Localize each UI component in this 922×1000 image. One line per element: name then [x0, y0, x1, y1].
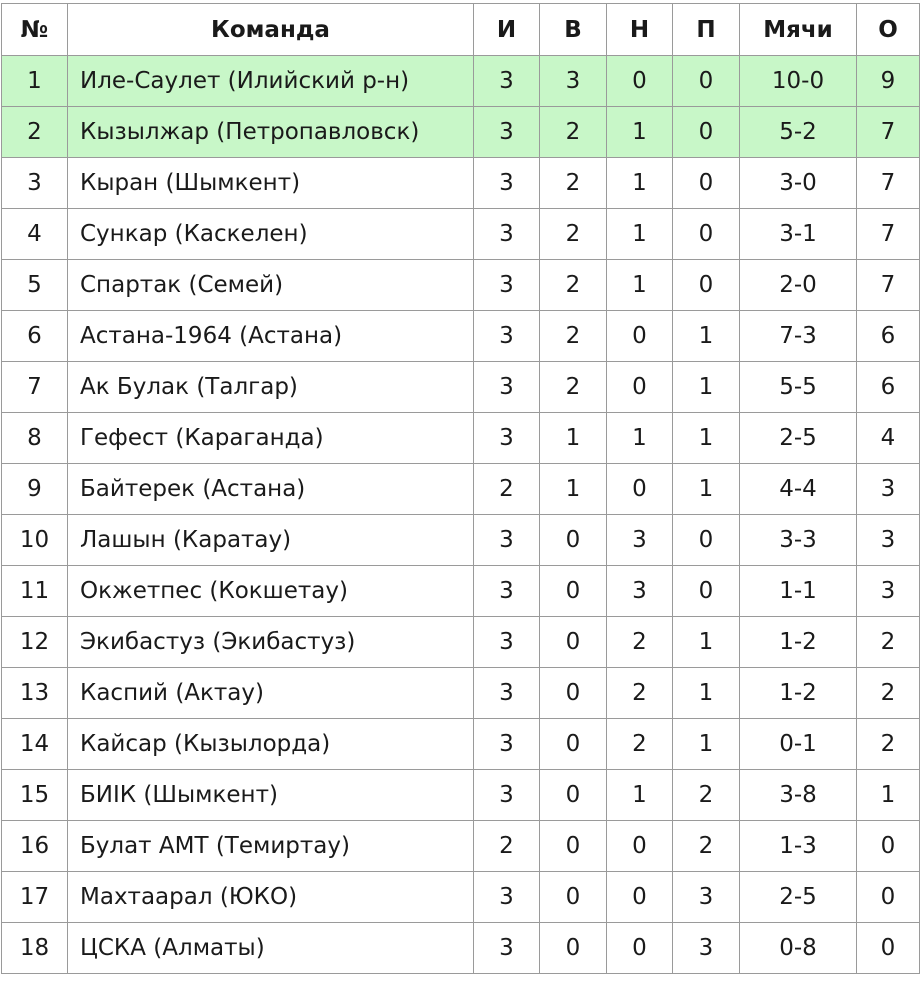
cell-team: Спартак (Семей): [68, 260, 474, 311]
header-draws: Н: [607, 4, 673, 56]
table-body: [2, 56, 920, 974]
cell-position: 12: [2, 617, 68, 668]
table-row: [2, 923, 920, 974]
cell-wins: 0: [540, 566, 607, 617]
cell-losses: 1: [673, 464, 740, 515]
cell-draws: 0: [607, 56, 673, 107]
cell-draws: 1: [607, 107, 673, 158]
cell-points: 3: [857, 464, 920, 515]
table-row: [2, 770, 920, 821]
cell-position: 4: [2, 209, 68, 260]
cell-points: 4: [857, 413, 920, 464]
cell-points: 7: [857, 107, 920, 158]
cell-losses: 3: [673, 872, 740, 923]
cell-goals: 5-5: [740, 362, 857, 413]
cell-draws: 0: [607, 362, 673, 413]
cell-points: 0: [857, 821, 920, 872]
cell-games: 3: [474, 719, 540, 770]
cell-position: 18: [2, 923, 68, 974]
cell-draws: 3: [607, 515, 673, 566]
table-row: [2, 464, 920, 515]
cell-wins: 2: [540, 362, 607, 413]
cell-position: 5: [2, 260, 68, 311]
cell-goals: 3-8: [740, 770, 857, 821]
table-row: [2, 821, 920, 872]
cell-goals: 10-0: [740, 56, 857, 107]
cell-games: 3: [474, 872, 540, 923]
cell-games: 3: [474, 362, 540, 413]
cell-games: 3: [474, 617, 540, 668]
cell-draws: 0: [607, 923, 673, 974]
cell-games: 3: [474, 158, 540, 209]
table-row: [2, 362, 920, 413]
cell-points: 1: [857, 770, 920, 821]
cell-games: 3: [474, 260, 540, 311]
cell-losses: 3: [673, 923, 740, 974]
cell-wins: 0: [540, 668, 607, 719]
cell-wins: 0: [540, 617, 607, 668]
table-header-row: [2, 4, 920, 56]
cell-wins: 2: [540, 260, 607, 311]
cell-team: Махтаарал (ЮКО): [68, 872, 474, 923]
header-points: О: [857, 4, 920, 56]
cell-team: Экибастуз (Экибастуз): [68, 617, 474, 668]
cell-position: 2: [2, 107, 68, 158]
table-row: [2, 107, 920, 158]
cell-team: ЦСКА (Алматы): [68, 923, 474, 974]
cell-points: 7: [857, 209, 920, 260]
cell-position: 17: [2, 872, 68, 923]
cell-points: 0: [857, 923, 920, 974]
cell-goals: 0-8: [740, 923, 857, 974]
cell-wins: 0: [540, 719, 607, 770]
cell-points: 2: [857, 719, 920, 770]
table-row: [2, 872, 920, 923]
cell-losses: 0: [673, 158, 740, 209]
cell-points: 7: [857, 260, 920, 311]
cell-games: 2: [474, 821, 540, 872]
cell-games: 3: [474, 566, 540, 617]
cell-goals: 2-5: [740, 413, 857, 464]
cell-points: 9: [857, 56, 920, 107]
cell-losses: 1: [673, 362, 740, 413]
cell-losses: 1: [673, 311, 740, 362]
cell-losses: 0: [673, 566, 740, 617]
header-goals: Мячи: [740, 4, 857, 56]
cell-games: 3: [474, 770, 540, 821]
table-row: [2, 56, 920, 107]
cell-position: 15: [2, 770, 68, 821]
cell-draws: 2: [607, 668, 673, 719]
cell-position: 10: [2, 515, 68, 566]
header-team: Команда: [68, 4, 474, 56]
cell-draws: 2: [607, 617, 673, 668]
cell-team: Кыран (Шымкент): [68, 158, 474, 209]
cell-losses: 1: [673, 413, 740, 464]
cell-team: Окжетпес (Кокшетау): [68, 566, 474, 617]
cell-team: Байтерек (Астана): [68, 464, 474, 515]
cell-wins: 2: [540, 107, 607, 158]
table-row: [2, 209, 920, 260]
cell-draws: 2: [607, 719, 673, 770]
cell-draws: 1: [607, 413, 673, 464]
cell-goals: 2-5: [740, 872, 857, 923]
cell-goals: 3-1: [740, 209, 857, 260]
cell-position: 11: [2, 566, 68, 617]
cell-losses: 1: [673, 617, 740, 668]
cell-games: 3: [474, 56, 540, 107]
cell-team: Иле-Саулет (Илийский р-н): [68, 56, 474, 107]
cell-losses: 2: [673, 770, 740, 821]
cell-wins: 3: [540, 56, 607, 107]
cell-games: 3: [474, 107, 540, 158]
cell-team: Каспий (Актау): [68, 668, 474, 719]
cell-goals: 1-2: [740, 617, 857, 668]
cell-position: 16: [2, 821, 68, 872]
cell-wins: 2: [540, 158, 607, 209]
cell-games: 2: [474, 464, 540, 515]
cell-draws: 3: [607, 566, 673, 617]
cell-wins: 1: [540, 413, 607, 464]
cell-position: 8: [2, 413, 68, 464]
cell-losses: 0: [673, 209, 740, 260]
cell-draws: 0: [607, 464, 673, 515]
cell-team: Астана-1964 (Астана): [68, 311, 474, 362]
cell-losses: 2: [673, 821, 740, 872]
cell-position: 6: [2, 311, 68, 362]
table-row: [2, 311, 920, 362]
table-row: [2, 668, 920, 719]
header-position: №: [2, 4, 68, 56]
cell-points: 2: [857, 617, 920, 668]
table-row: [2, 515, 920, 566]
cell-losses: 0: [673, 107, 740, 158]
cell-wins: 0: [540, 923, 607, 974]
cell-position: 7: [2, 362, 68, 413]
cell-points: 0: [857, 872, 920, 923]
cell-goals: 4-4: [740, 464, 857, 515]
cell-draws: 1: [607, 770, 673, 821]
cell-position: 14: [2, 719, 68, 770]
cell-goals: 1-1: [740, 566, 857, 617]
cell-wins: 0: [540, 770, 607, 821]
cell-games: 3: [474, 923, 540, 974]
cell-goals: 3-3: [740, 515, 857, 566]
standings-table: [1, 3, 920, 974]
cell-team: Ак Булак (Талгар): [68, 362, 474, 413]
cell-points: 6: [857, 311, 920, 362]
cell-team: Гефест (Караганда): [68, 413, 474, 464]
cell-points: 3: [857, 515, 920, 566]
cell-draws: 0: [607, 311, 673, 362]
cell-goals: 3-0: [740, 158, 857, 209]
cell-points: 2: [857, 668, 920, 719]
header-wins: В: [540, 4, 607, 56]
cell-position: 9: [2, 464, 68, 515]
table-row: [2, 158, 920, 209]
header-games: И: [474, 4, 540, 56]
cell-goals: 7-3: [740, 311, 857, 362]
cell-draws: 0: [607, 821, 673, 872]
cell-goals: 5-2: [740, 107, 857, 158]
cell-losses: 1: [673, 719, 740, 770]
cell-draws: 1: [607, 260, 673, 311]
cell-goals: 0-1: [740, 719, 857, 770]
cell-wins: 2: [540, 311, 607, 362]
cell-wins: 2: [540, 209, 607, 260]
table-row: [2, 719, 920, 770]
table-row: [2, 260, 920, 311]
cell-points: 3: [857, 566, 920, 617]
cell-draws: 0: [607, 872, 673, 923]
cell-points: 7: [857, 158, 920, 209]
cell-losses: 0: [673, 56, 740, 107]
cell-draws: 1: [607, 209, 673, 260]
cell-position: 13: [2, 668, 68, 719]
cell-goals: 1-2: [740, 668, 857, 719]
table-row: [2, 566, 920, 617]
cell-losses: 1: [673, 668, 740, 719]
cell-wins: 0: [540, 872, 607, 923]
cell-wins: 0: [540, 821, 607, 872]
cell-goals: 2-0: [740, 260, 857, 311]
cell-games: 3: [474, 209, 540, 260]
table-row: [2, 413, 920, 464]
cell-games: 3: [474, 311, 540, 362]
header-losses: П: [673, 4, 740, 56]
cell-team: Лашын (Каратау): [68, 515, 474, 566]
cell-position: 1: [2, 56, 68, 107]
cell-wins: 1: [540, 464, 607, 515]
cell-wins: 0: [540, 515, 607, 566]
cell-draws: 1: [607, 158, 673, 209]
cell-team: Булат АМТ (Темиртау): [68, 821, 474, 872]
cell-goals: 1-3: [740, 821, 857, 872]
cell-games: 3: [474, 515, 540, 566]
cell-team: Кызылжар (Петропавловск): [68, 107, 474, 158]
table-row: [2, 617, 920, 668]
cell-games: 3: [474, 668, 540, 719]
cell-points: 6: [857, 362, 920, 413]
cell-team: БИIК (Шымкент): [68, 770, 474, 821]
cell-team: Сункар (Каскелен): [68, 209, 474, 260]
cell-losses: 0: [673, 515, 740, 566]
cell-position: 3: [2, 158, 68, 209]
cell-games: 3: [474, 413, 540, 464]
cell-team: Кайсар (Кызылорда): [68, 719, 474, 770]
cell-losses: 0: [673, 260, 740, 311]
